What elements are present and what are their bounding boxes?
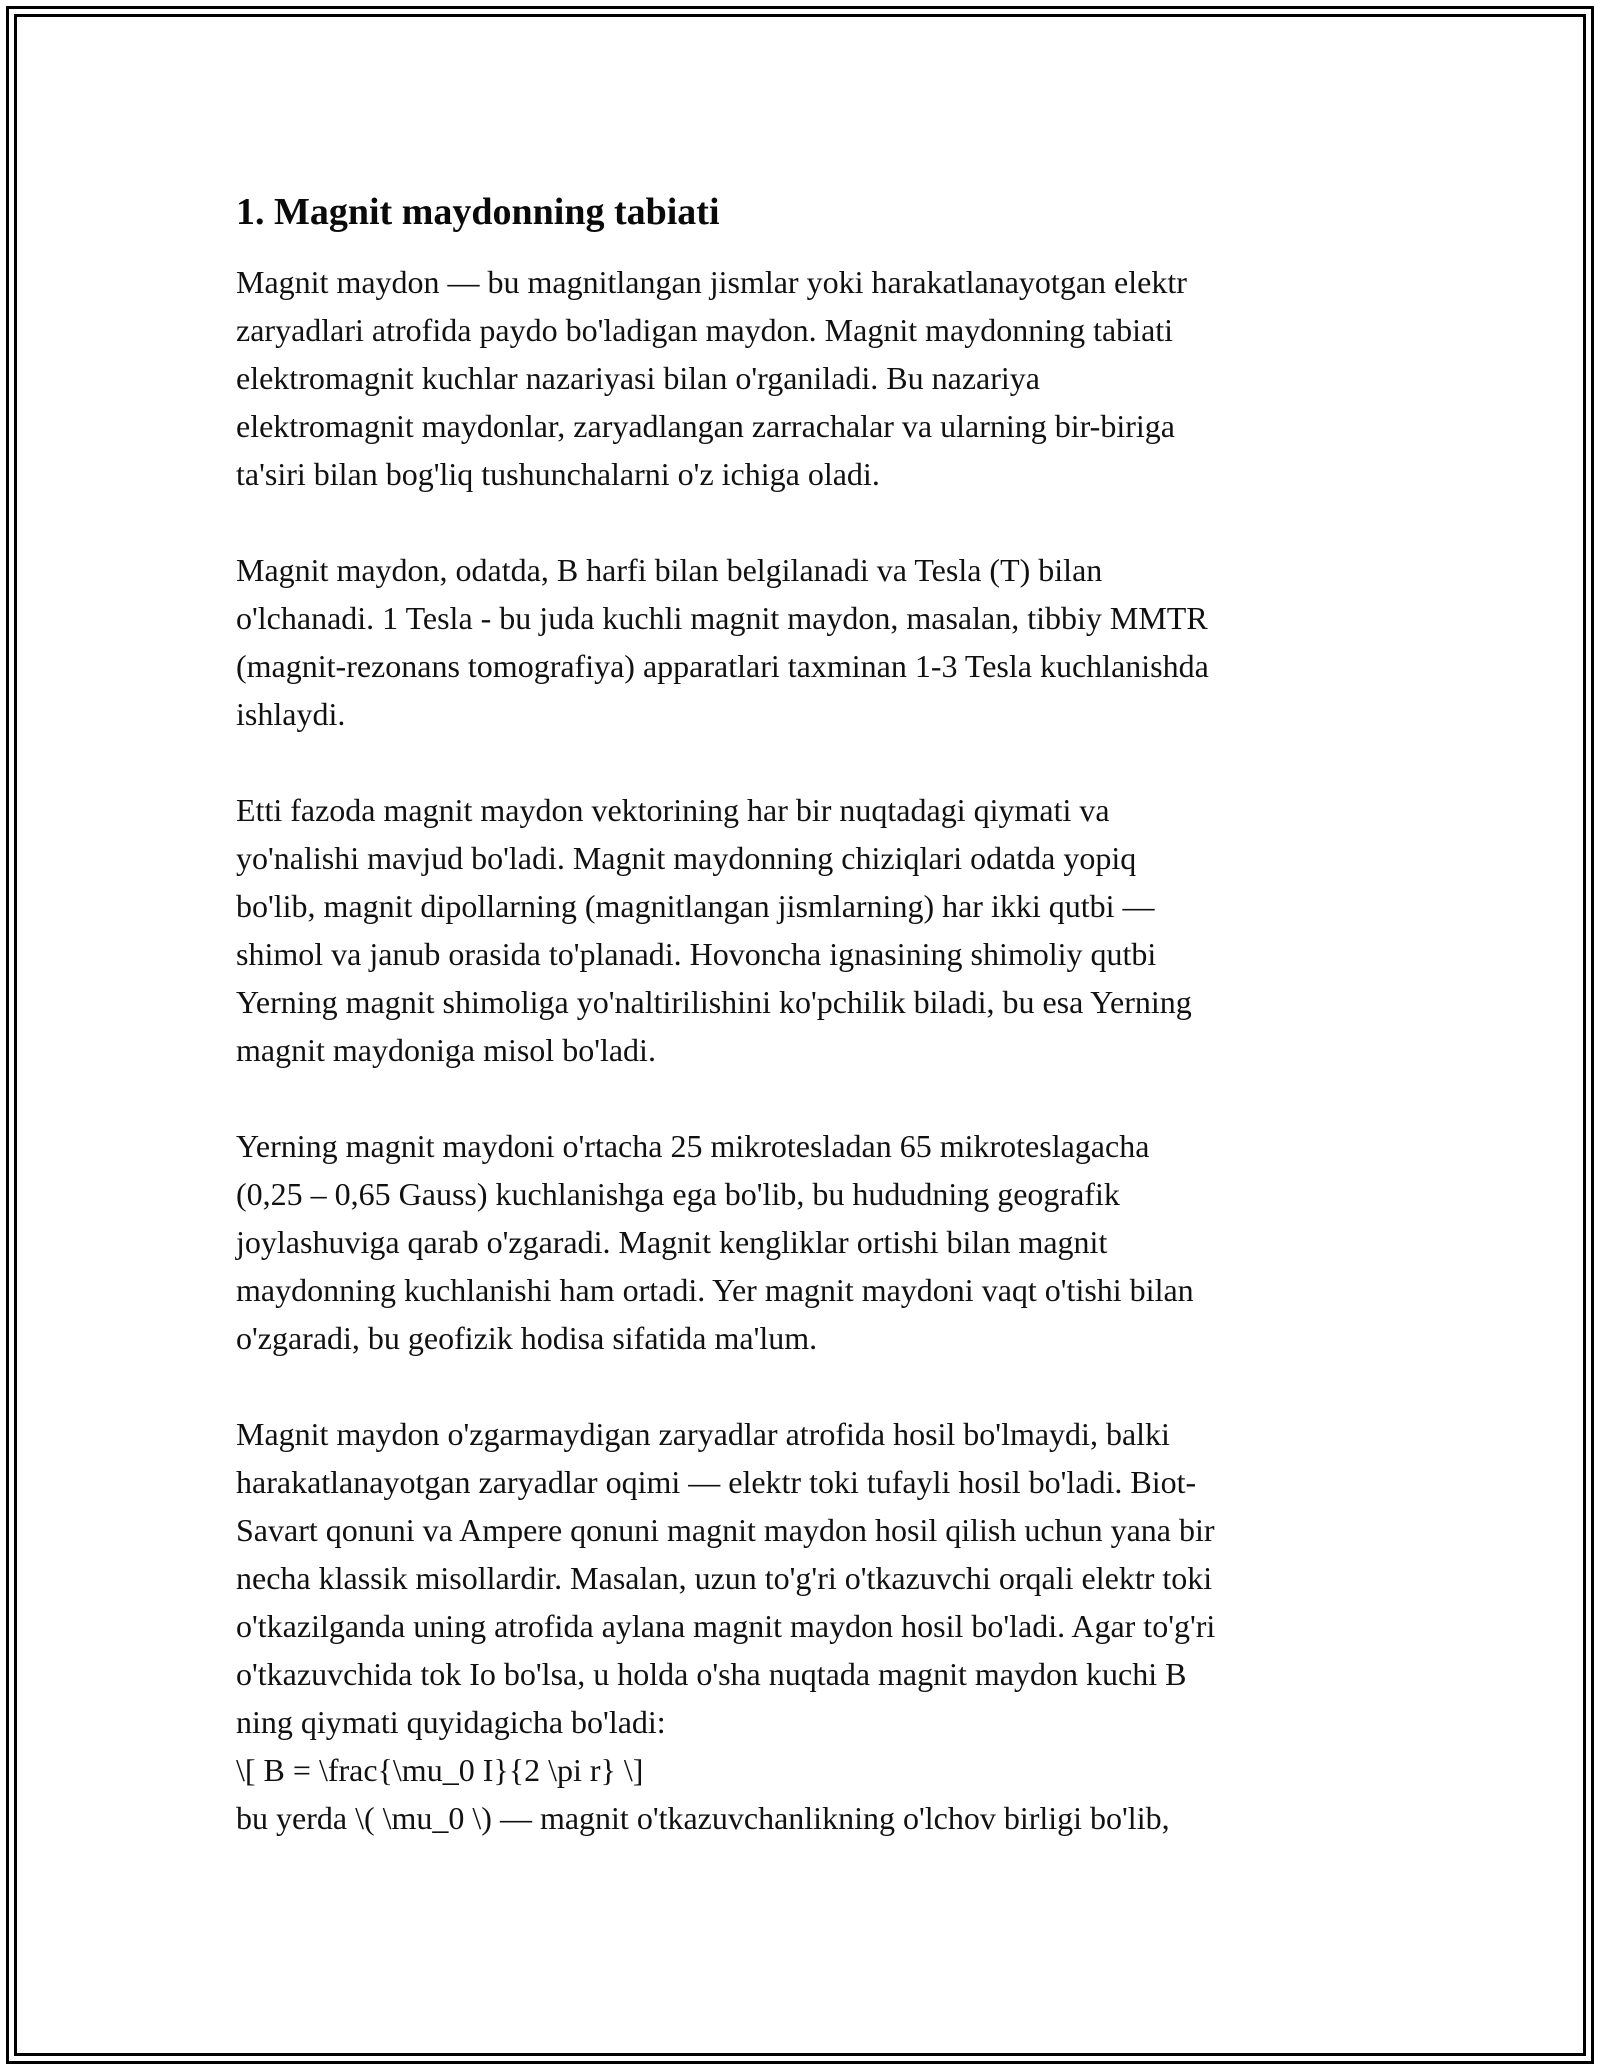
paragraph-units: Magnit maydon, odatda, B harfi bilan belgilanadi va Tesla (T) bilan o'lchanadi. 1 Tesla - bu juda kuchli magnit maydon, masalan, tibbiy MMTR (magnit-rezonans tomografiya) apparatlari taxminan 1-3 Tesla kuchlanishda ishlaydi. [236,552,1209,732]
document-body [236,188,1366,1842]
section-heading: 1. Magnit maydonning tabiati [236,191,720,233]
paragraph-definition: Magnit maydon — bu magnitlangan jismlar yoki harakatlanayotgan elektr zaryadlari atrofida paydo bo'ladigan maydon. Magnit maydonning tabiati elektromagnit kuchlar nazariyasi bilan o'rganiladi. Bu nazariya elektromagnit maydonlar, zaryadlangan zarrachalar va ularning bir-biriga ta'siri bilan bog'liq tushunchalarni o'z ichiga oladi. [236,264,1187,492]
paragraph-earth-field: Yerning magnit maydoni o'rtacha 25 mikrotesladan 65 mikroteslagacha (0,25 – 0,65 Gauss) kuchlanishga ega bo'lib, bu hududning geografik joylashuviga qarab o'zgaradi. Magnit kengliklar ortishi bilan magnit maydonning kuchlanishi ham ortadi. Yer magnit maydoni vaqt o'tishi bilan o'zgaradi, bu geofizik hodisa sifatida ma'lum. [236,1128,1194,1356]
paragraph-field-lines: Etti fazoda magnit maydon vektorining har bir nuqtadagi qiymati va yo'nalishi mavjud bo'ladi. Magnit maydonning chiziqlari odatda yopiq bo'lib, magnit dipollarning (magnitlangan jismlarning) har ikki qutbi — shimol va janub orasida to'planadi. Hovoncha ignasining shimoliy qutbi Yerning magnit shimoliga yo'naltirilishini ko'pchilik biladi, bu esa Yerning magnit maydoniga misol bo'ladi. [236,792,1192,1068]
paragraph-current-field: Magnit maydon o'zgarmaydigan zaryadlar atrofida hosil bo'lmaydi, balki harakatlanayotgan zaryadlar oqimi — elektr toki tufayli hosil bo'ladi. Biot- Savart qonuni va Ampere qonuni magnit maydon hosil qilish uchun yana bir necha klassik misollardir. Masalan, uzun to'g'ri o'tkazuvchi orqali elektr toki o'tkazilganda uning atrofida aylana magnit maydon hosil bo'ladi. Agar to'g'ri o'tkazuvchida tok Io bo'lsa, u holda o'sha nuqtada magnit maydon kuchi B ning qiymati quyidagicha bo'ladi: \[ B = \frac{\mu_0 I}{2 \pi r} \] bu yerda \( \mu_0 \) — magnit o'tkazuvchanlikning o'lchov birligi bo'lib, [236,1416,1216,1836]
